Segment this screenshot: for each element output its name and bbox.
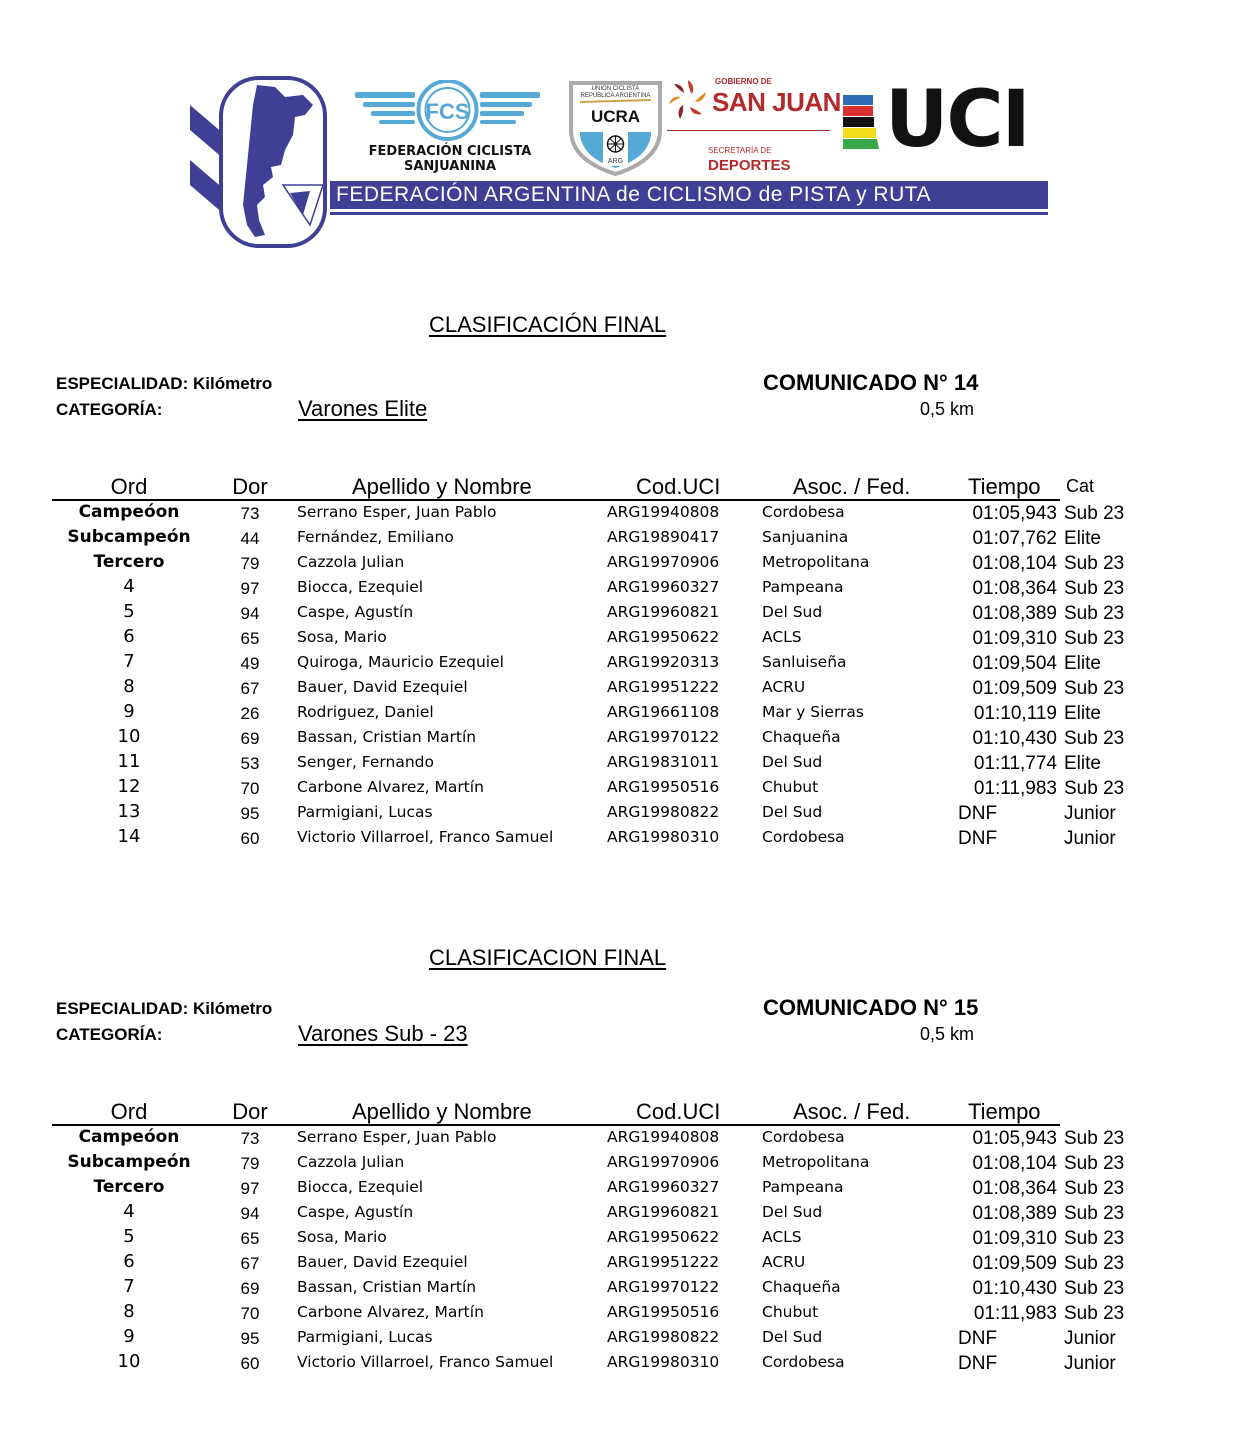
cell-name: Cazzola Julian xyxy=(297,1153,405,1171)
cell-time: 01:09,509 xyxy=(972,678,1057,699)
cell-dor: 65 xyxy=(240,629,260,648)
cell-name: Victorio Villarroel, Franco Samuel xyxy=(297,1353,554,1371)
cell-federation: Chaqueña xyxy=(762,1278,841,1296)
col-header-ord: Ord xyxy=(110,474,148,499)
cell-ord: Campeóon xyxy=(78,1127,180,1147)
col-header-uci: Cod.UCI xyxy=(636,474,721,499)
cell-dor: 65 xyxy=(240,1229,260,1248)
fcs-caption xyxy=(355,144,545,174)
fcs-caption-line1: FEDERACIÓN CICLISTA xyxy=(368,144,532,159)
cell-uci-code: ARG19980310 xyxy=(607,828,720,846)
cell-name: Sosa, Mario xyxy=(297,628,387,646)
sanjuan-gob: GOBIERNO DE xyxy=(715,77,772,86)
especialidad-row xyxy=(56,374,272,394)
col-header-uci: Cod.UCI xyxy=(636,1099,721,1124)
cell-dor: 53 xyxy=(240,754,260,773)
section-title: CLASIFICACIÓN FINAL xyxy=(429,312,667,337)
cell-federation: Metropolitana xyxy=(762,553,870,571)
cell-federation: Pampeana xyxy=(762,578,844,596)
cell-name: Bassan, Cristian Martín xyxy=(297,1278,477,1296)
cell-federation: Chaqueña xyxy=(762,728,841,746)
cell-time: 01:10,119 xyxy=(973,703,1057,724)
cell-time: 01:11,983 xyxy=(973,1303,1057,1324)
cell-time: 01:11,983 xyxy=(973,778,1057,799)
categoria-label: CATEGORÍA: xyxy=(56,400,163,419)
cell-dor: 26 xyxy=(240,704,260,723)
cell-uci-code: ARG19970906 xyxy=(607,553,720,571)
cell-time: 01:09,310 xyxy=(972,628,1057,649)
cell-name: Serrano Esper, Juan Pablo xyxy=(297,1128,497,1146)
cell-ord: 9 xyxy=(123,1326,135,1347)
col-header-ord: Ord xyxy=(110,1099,148,1124)
table-row xyxy=(0,501,1240,526)
cell-uci-code: ARG19950516 xyxy=(607,1303,720,1321)
cell-federation: ACRU xyxy=(762,1253,806,1271)
cell-category: Sub 23 xyxy=(1064,778,1125,799)
cell-dor: 70 xyxy=(240,1304,260,1323)
cell-time: DNF xyxy=(958,1328,998,1349)
table-row xyxy=(0,576,1240,601)
cell-category: Junior xyxy=(1064,1328,1116,1349)
cell-dor: 73 xyxy=(240,504,260,523)
comunicado-number: COMUNICADO N° 14 xyxy=(763,370,979,395)
categoria-value: Varones Sub - 23 xyxy=(298,1021,468,1046)
cell-name: Carbone Alvarez, Martín xyxy=(297,1303,484,1321)
cell-uci-code: ARG19950516 xyxy=(607,778,720,796)
cell-federation: Del Sud xyxy=(762,603,823,621)
table-row xyxy=(0,801,1240,826)
cell-uci-code: ARG19980822 xyxy=(607,1328,720,1346)
cell-category: Sub 23 xyxy=(1064,1303,1125,1324)
cell-time: 01:08,389 xyxy=(972,1203,1057,1224)
cell-time: 01:11,774 xyxy=(973,753,1057,774)
cell-time: 01:10,430 xyxy=(972,728,1057,749)
cell-uci-code: ARG19831011 xyxy=(607,753,720,771)
table-row xyxy=(0,751,1240,776)
cell-dor: 67 xyxy=(240,679,260,698)
cell-ord: Tercero xyxy=(93,552,165,572)
cell-category: Sub 23 xyxy=(1064,553,1125,574)
cell-time: DNF xyxy=(958,828,998,849)
cell-ord: Tercero xyxy=(93,1177,165,1197)
cell-time: 01:09,509 xyxy=(972,1253,1057,1274)
table-row xyxy=(0,651,1240,676)
cell-name: Bassan, Cristian Martín xyxy=(297,728,477,746)
cell-name: Caspe, Agustín xyxy=(297,1203,414,1221)
cell-uci-code: ARG19950622 xyxy=(607,628,720,646)
col-header-time: Tiempo xyxy=(968,1099,1041,1124)
sanjuan-name: SAN JUAN xyxy=(712,87,841,117)
cell-dor: 69 xyxy=(240,1279,260,1298)
cell-federation: Del Sud xyxy=(762,753,823,771)
table-row xyxy=(0,726,1240,751)
table-row xyxy=(0,1351,1240,1376)
cell-category: Sub 23 xyxy=(1064,1153,1125,1174)
cell-federation: Cordobesa xyxy=(762,1128,845,1146)
cell-category: Sub 23 xyxy=(1064,1178,1125,1199)
cell-uci-code: ARG19960821 xyxy=(607,1203,720,1221)
table-row xyxy=(0,1176,1240,1201)
cell-category: Junior xyxy=(1064,828,1116,849)
col-header-dor: Dor xyxy=(232,474,268,499)
results-table xyxy=(0,501,1240,851)
table-row xyxy=(0,776,1240,801)
table-row xyxy=(0,676,1240,701)
cell-name: Carbone Alvarez, Martín xyxy=(297,778,484,796)
section-title: CLASIFICACION FINAL xyxy=(429,945,667,970)
cell-federation: Cordobesa xyxy=(762,1353,845,1371)
cell-time: DNF xyxy=(958,1353,998,1374)
cell-category: Sub 23 xyxy=(1064,578,1125,599)
cell-category: Sub 23 xyxy=(1064,628,1125,649)
cell-dor: 97 xyxy=(240,579,260,598)
cell-ord: 4 xyxy=(123,1201,135,1222)
letterhead xyxy=(0,0,1240,260)
cell-category: Junior xyxy=(1064,1353,1116,1374)
cell-ord: 7 xyxy=(123,651,135,672)
cell-federation: ACLS xyxy=(762,628,802,646)
cell-federation: ACRU xyxy=(762,678,806,696)
cell-name: Sosa, Mario xyxy=(297,1228,387,1246)
cell-ord: 8 xyxy=(123,676,135,697)
cell-name: Senger, Fernando xyxy=(297,753,434,771)
cell-category: Sub 23 xyxy=(1064,1278,1125,1299)
cell-dor: 44 xyxy=(240,529,260,548)
cell-uci-code: ARG19960327 xyxy=(607,1178,720,1196)
cell-federation: Del Sud xyxy=(762,1328,823,1346)
cell-federation: Pampeana xyxy=(762,1178,844,1196)
ucra-name: UCRA xyxy=(590,107,641,126)
col-header-dor: Dor xyxy=(232,1099,268,1124)
cell-dor: 60 xyxy=(240,1354,260,1373)
cell-uci-code: ARG19970906 xyxy=(607,1153,720,1171)
cell-uci-code: ARG19950622 xyxy=(607,1228,720,1246)
table-row xyxy=(0,601,1240,626)
cell-name: Serrano Esper, Juan Pablo xyxy=(297,503,497,521)
cell-name: Bauer, David Ezequiel xyxy=(297,1253,468,1271)
cell-time: 01:05,943 xyxy=(972,503,1057,524)
cell-ord: 4 xyxy=(123,576,135,597)
distance: 0,5 km xyxy=(920,399,975,419)
cell-time: 01:08,364 xyxy=(972,578,1057,599)
table-row xyxy=(0,551,1240,576)
fcs-wings-logo xyxy=(355,80,540,142)
cell-name: Parmigiani, Lucas xyxy=(297,803,433,821)
table-row xyxy=(0,526,1240,551)
cell-time: 01:08,104 xyxy=(972,1153,1057,1174)
col-header-name: Apellido y Nombre xyxy=(352,1099,532,1124)
cell-ord: 14 xyxy=(117,826,141,847)
cell-name: Biocca, Ezequiel xyxy=(297,578,424,596)
sanjuan-divider xyxy=(667,130,830,131)
cell-dor: 95 xyxy=(240,804,260,823)
cell-category: Sub 23 xyxy=(1064,678,1125,699)
sanjuan-deportes: DEPORTES xyxy=(708,157,791,174)
cell-dor: 97 xyxy=(240,1179,260,1198)
cell-ord: 5 xyxy=(123,601,135,622)
table-row xyxy=(0,1301,1240,1326)
comunicado-number: COMUNICADO N° 15 xyxy=(763,995,979,1020)
especialidad-row xyxy=(56,999,272,1019)
table-row xyxy=(0,626,1240,651)
cell-time: 01:05,943 xyxy=(972,1128,1057,1149)
cell-federation: Chubut xyxy=(762,778,819,796)
cell-time: 01:08,364 xyxy=(972,1178,1057,1199)
cell-dor: 49 xyxy=(240,654,260,673)
table-row xyxy=(0,1201,1240,1226)
fcs-caption-line2: SANJUANINA xyxy=(403,159,496,174)
section-elite xyxy=(0,300,1240,860)
cell-federation: Sanluiseña xyxy=(762,653,847,671)
table-row xyxy=(0,1251,1240,1276)
cell-category: Sub 23 xyxy=(1064,1253,1125,1274)
cell-dor: 94 xyxy=(240,1204,260,1223)
cell-ord: Campeóon xyxy=(78,502,180,522)
sanjuan-sun-icon xyxy=(666,78,710,122)
table-row xyxy=(0,1151,1240,1176)
cell-ord: 10 xyxy=(117,1351,141,1372)
uci-name: UCI xyxy=(885,75,1029,165)
cell-dor: 73 xyxy=(240,1129,260,1148)
cell-ord: 5 xyxy=(123,1226,135,1247)
cell-uci-code: ARG19940808 xyxy=(607,503,720,521)
cell-name: Parmigiani, Lucas xyxy=(297,1328,433,1346)
cell-ord: 12 xyxy=(117,776,141,797)
distance: 0,5 km xyxy=(920,1024,975,1044)
cell-uci-code: ARG19661108 xyxy=(607,703,720,721)
cell-uci-code: ARG19970122 xyxy=(607,1278,720,1296)
cell-uci-code: ARG19920313 xyxy=(607,653,720,671)
cell-dor: 67 xyxy=(240,1254,260,1273)
cell-federation: Mar y Sierras xyxy=(762,703,864,721)
cell-dor: 70 xyxy=(240,779,260,798)
cell-federation: Cordobesa xyxy=(762,828,845,846)
cell-category: Elite xyxy=(1064,703,1101,724)
col-header-cat: Cat xyxy=(1066,476,1095,496)
cell-ord: 7 xyxy=(123,1276,135,1297)
cell-federation: Del Sud xyxy=(762,1203,823,1221)
cell-uci-code: ARG19940808 xyxy=(607,1128,720,1146)
cell-category: Elite xyxy=(1064,528,1101,549)
cell-ord: Subcampeón xyxy=(67,527,191,547)
cell-name: Caspe, Agustín xyxy=(297,603,414,621)
cell-federation: Chubut xyxy=(762,1303,819,1321)
table-row xyxy=(0,1126,1240,1151)
cell-uci-code: ARG19960327 xyxy=(607,578,720,596)
cell-federation: Sanjuanina xyxy=(762,528,849,546)
cell-dor: 60 xyxy=(240,829,260,848)
ucra-shield-logo xyxy=(568,80,663,176)
sanjuan-secretaria: SECRETARÍA DE xyxy=(708,146,772,155)
cell-name: Bauer, David Ezequiel xyxy=(297,678,468,696)
cell-ord: Subcampeón xyxy=(67,1152,191,1172)
cell-name: Quiroga, Mauricio Ezequiel xyxy=(297,653,504,671)
cell-dor: 79 xyxy=(240,1154,260,1173)
section-sub23 xyxy=(0,925,1240,1405)
federation-banner-text: FEDERACIÓN ARGENTINA de CICLISMO de PISTA y RUTA xyxy=(336,183,932,206)
cell-federation: Del Sud xyxy=(762,803,823,821)
cell-category: Elite xyxy=(1064,753,1101,774)
table-row xyxy=(0,1276,1240,1301)
cell-dor: 79 xyxy=(240,554,260,573)
especialidad-label: ESPECIALIDAD: xyxy=(56,999,189,1018)
cell-name: Rodriguez, Daniel xyxy=(297,703,434,721)
cell-ord: 6 xyxy=(123,1251,135,1272)
federation-banner-underline xyxy=(330,212,1048,215)
facpyr-logo xyxy=(185,75,330,250)
cell-uci-code: ARG19951222 xyxy=(607,1253,720,1271)
fcs-monogram: FCS xyxy=(425,99,470,124)
cell-ord: 10 xyxy=(117,726,141,747)
categoria-label: CATEGORÍA: xyxy=(56,1025,163,1044)
cell-ord: 9 xyxy=(123,701,135,722)
cell-time: 01:09,504 xyxy=(972,653,1057,674)
cell-time: 01:09,310 xyxy=(972,1228,1057,1249)
table-row xyxy=(0,1226,1240,1251)
cell-uci-code: ARG19980310 xyxy=(607,1353,720,1371)
col-header-time: Tiempo xyxy=(968,474,1041,499)
cell-name: Victorio Villarroel, Franco Samuel xyxy=(297,828,554,846)
cell-uci-code: ARG19960821 xyxy=(607,603,720,621)
ucra-bottom: ARG xyxy=(607,158,624,165)
cell-federation: ACLS xyxy=(762,1228,802,1246)
cell-time: 01:10,430 xyxy=(972,1278,1057,1299)
col-header-fed: Asoc. / Fed. xyxy=(793,474,911,499)
cell-uci-code: ARG19890417 xyxy=(607,528,720,546)
cell-category: Sub 23 xyxy=(1064,1228,1125,1249)
cell-time: 01:07,762 xyxy=(972,528,1057,549)
cell-ord: 13 xyxy=(117,801,141,822)
cell-category: Elite xyxy=(1064,653,1101,674)
especialidad-value: Kilómetro xyxy=(192,999,273,1018)
cell-category: Junior xyxy=(1064,803,1116,824)
cell-federation: Cordobesa xyxy=(762,503,845,521)
col-header-name: Apellido y Nombre xyxy=(352,474,532,499)
cell-time: 01:08,104 xyxy=(972,553,1057,574)
col-header-fed: Asoc. / Fed. xyxy=(793,1099,911,1124)
table-row xyxy=(0,826,1240,851)
cell-name: Fernández, Emiliano xyxy=(297,528,454,546)
ucra-top-line1: UNION CICLISTA xyxy=(591,86,640,92)
uci-rainbow-stripes-icon xyxy=(843,95,879,149)
cell-ord: 11 xyxy=(117,751,141,772)
cell-time: 01:08,389 xyxy=(972,603,1057,624)
cell-name: Cazzola Julian xyxy=(297,553,405,571)
cell-category: Sub 23 xyxy=(1064,1203,1125,1224)
categoria-value: Varones Elite xyxy=(298,396,428,421)
especialidad-label: ESPECIALIDAD: xyxy=(56,374,189,393)
cell-time: DNF xyxy=(958,803,998,824)
especialidad-value: Kilómetro xyxy=(192,374,273,393)
cell-dor: 69 xyxy=(240,729,260,748)
cell-ord: 6 xyxy=(123,626,135,647)
cell-federation: Metropolitana xyxy=(762,1153,870,1171)
table-row xyxy=(0,701,1240,726)
cell-category: Sub 23 xyxy=(1064,603,1125,624)
cell-category: Sub 23 xyxy=(1064,503,1125,524)
cell-uci-code: ARG19970122 xyxy=(607,728,720,746)
cell-uci-code: ARG19951222 xyxy=(607,678,720,696)
cell-dor: 94 xyxy=(240,604,260,623)
cell-uci-code: ARG19980822 xyxy=(607,803,720,821)
cell-category: Sub 23 xyxy=(1064,728,1125,749)
results-table xyxy=(0,1126,1240,1386)
cell-ord: 8 xyxy=(123,1301,135,1322)
cell-category: Sub 23 xyxy=(1064,1128,1125,1149)
table-row xyxy=(0,1326,1240,1351)
cell-name: Biocca, Ezequiel xyxy=(297,1178,424,1196)
ucra-top-line2: REPÚBLICA ARGENTINA xyxy=(580,93,651,99)
cell-dor: 95 xyxy=(240,1329,260,1348)
